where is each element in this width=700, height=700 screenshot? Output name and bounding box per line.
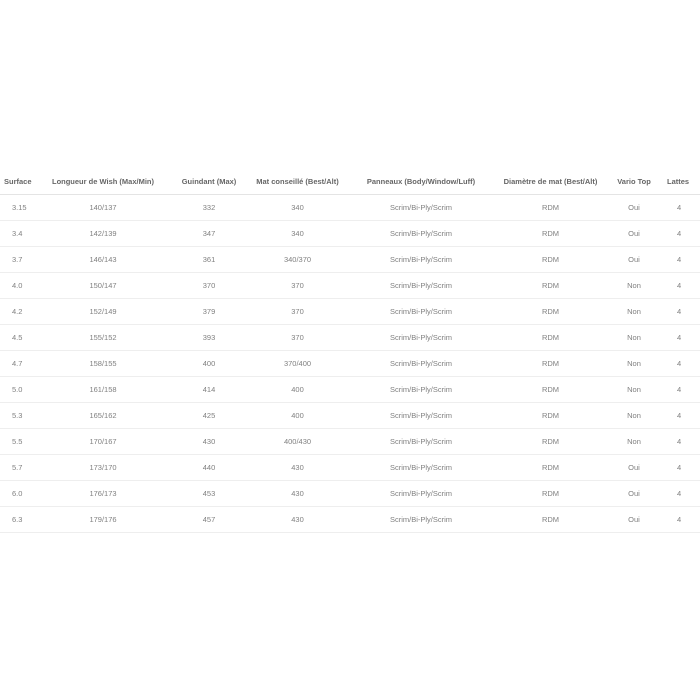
cell-luff: 370 (168, 273, 250, 299)
cell-surface: 5.3 (0, 403, 38, 429)
cell-panels: Scrim/Bi-Ply/Scrim (345, 299, 497, 325)
cell-battens: 4 (664, 351, 700, 377)
column-header-wishbone-length: Longueur de Wish (Max/Min) (38, 168, 168, 195)
cell-battens: 4 (664, 377, 700, 403)
cell-recommended-mast: 430 (250, 455, 345, 481)
table-row (0, 221, 700, 247)
cell-panels: Scrim/Bi-Ply/Scrim (345, 273, 497, 299)
table-row (0, 351, 700, 377)
table-row (0, 455, 700, 481)
cell-wishbone-length: 170/167 (38, 429, 168, 455)
cell-mast-diameter: RDM (497, 481, 604, 507)
column-header-recommended-mast: Mat conseillé (Best/Alt) (250, 168, 345, 195)
cell-battens: 4 (664, 247, 700, 273)
cell-panels: Scrim/Bi-Ply/Scrim (345, 221, 497, 247)
cell-battens: 4 (664, 481, 700, 507)
cell-luff: 332 (168, 195, 250, 221)
cell-luff: 379 (168, 299, 250, 325)
cell-luff: 361 (168, 247, 250, 273)
cell-vario-top: Oui (604, 455, 664, 481)
cell-battens: 4 (664, 429, 700, 455)
cell-battens: 4 (664, 273, 700, 299)
cell-vario-top: Non (604, 429, 664, 455)
cell-vario-top: Non (604, 377, 664, 403)
table-row (0, 507, 700, 533)
cell-surface: 4.7 (0, 351, 38, 377)
cell-mast-diameter: RDM (497, 273, 604, 299)
cell-surface: 4.0 (0, 273, 38, 299)
cell-battens: 4 (664, 195, 700, 221)
cell-recommended-mast: 340 (250, 221, 345, 247)
table-row (0, 429, 700, 455)
cell-battens: 4 (664, 455, 700, 481)
cell-vario-top: Non (604, 325, 664, 351)
cell-luff: 425 (168, 403, 250, 429)
cell-surface: 3.4 (0, 221, 38, 247)
table-header (0, 168, 700, 195)
cell-mast-diameter: RDM (497, 299, 604, 325)
cell-mast-diameter: RDM (497, 403, 604, 429)
cell-wishbone-length: 140/137 (38, 195, 168, 221)
cell-wishbone-length: 155/152 (38, 325, 168, 351)
cell-mast-diameter: RDM (497, 507, 604, 533)
cell-wishbone-length: 152/149 (38, 299, 168, 325)
cell-vario-top: Non (604, 299, 664, 325)
cell-surface: 3.7 (0, 247, 38, 273)
cell-luff: 400 (168, 351, 250, 377)
table-row (0, 481, 700, 507)
cell-luff: 453 (168, 481, 250, 507)
cell-mast-diameter: RDM (497, 429, 604, 455)
cell-wishbone-length: 161/158 (38, 377, 168, 403)
column-header-mast-diameter: Diamètre de mat (Best/Alt) (497, 168, 604, 195)
cell-battens: 4 (664, 325, 700, 351)
cell-surface: 5.0 (0, 377, 38, 403)
cell-battens: 4 (664, 403, 700, 429)
cell-mast-diameter: RDM (497, 351, 604, 377)
cell-recommended-mast: 430 (250, 507, 345, 533)
cell-vario-top: Oui (604, 221, 664, 247)
cell-vario-top: Non (604, 403, 664, 429)
column-header-panels: Panneaux (Body/Window/Luff) (345, 168, 497, 195)
cell-surface: 4.2 (0, 299, 38, 325)
table-row (0, 325, 700, 351)
cell-recommended-mast: 400 (250, 403, 345, 429)
cell-surface: 5.7 (0, 455, 38, 481)
cell-panels: Scrim/Bi-Ply/Scrim (345, 195, 497, 221)
table-row (0, 299, 700, 325)
cell-vario-top: Oui (604, 481, 664, 507)
cell-panels: Scrim/Bi-Ply/Scrim (345, 377, 497, 403)
header-row (0, 168, 700, 195)
cell-mast-diameter: RDM (497, 325, 604, 351)
cell-wishbone-length: 158/155 (38, 351, 168, 377)
cell-vario-top: Non (604, 273, 664, 299)
cell-vario-top: Oui (604, 507, 664, 533)
cell-mast-diameter: RDM (497, 377, 604, 403)
cell-panels: Scrim/Bi-Ply/Scrim (345, 507, 497, 533)
cell-wishbone-length: 142/139 (38, 221, 168, 247)
cell-luff: 430 (168, 429, 250, 455)
cell-mast-diameter: RDM (497, 455, 604, 481)
cell-wishbone-length: 165/162 (38, 403, 168, 429)
cell-recommended-mast: 340 (250, 195, 345, 221)
cell-recommended-mast: 370 (250, 325, 345, 351)
sail-specs-table (0, 168, 700, 533)
cell-vario-top: Oui (604, 195, 664, 221)
cell-wishbone-length: 146/143 (38, 247, 168, 273)
cell-panels: Scrim/Bi-Ply/Scrim (345, 429, 497, 455)
cell-wishbone-length: 176/173 (38, 481, 168, 507)
cell-panels: Scrim/Bi-Ply/Scrim (345, 325, 497, 351)
column-header-luff: Guindant (Max) (168, 168, 250, 195)
cell-panels: Scrim/Bi-Ply/Scrim (345, 481, 497, 507)
table-body (0, 195, 700, 533)
cell-battens: 4 (664, 507, 700, 533)
cell-vario-top: Oui (604, 247, 664, 273)
cell-recommended-mast: 400/430 (250, 429, 345, 455)
cell-vario-top: Non (604, 351, 664, 377)
cell-surface: 3.15 (0, 195, 38, 221)
cell-recommended-mast: 370 (250, 273, 345, 299)
cell-battens: 4 (664, 299, 700, 325)
cell-recommended-mast: 370 (250, 299, 345, 325)
column-header-battens: Lattes (664, 168, 700, 195)
cell-luff: 440 (168, 455, 250, 481)
cell-recommended-mast: 430 (250, 481, 345, 507)
table-row (0, 247, 700, 273)
cell-surface: 6.0 (0, 481, 38, 507)
cell-mast-diameter: RDM (497, 195, 604, 221)
cell-wishbone-length: 173/170 (38, 455, 168, 481)
cell-recommended-mast: 340/370 (250, 247, 345, 273)
cell-battens: 4 (664, 221, 700, 247)
cell-panels: Scrim/Bi-Ply/Scrim (345, 455, 497, 481)
cell-wishbone-length: 179/176 (38, 507, 168, 533)
table-row (0, 403, 700, 429)
table-row (0, 377, 700, 403)
cell-recommended-mast: 370/400 (250, 351, 345, 377)
cell-luff: 393 (168, 325, 250, 351)
table-row (0, 195, 700, 221)
cell-panels: Scrim/Bi-Ply/Scrim (345, 247, 497, 273)
cell-wishbone-length: 150/147 (38, 273, 168, 299)
cell-recommended-mast: 400 (250, 377, 345, 403)
cell-surface: 4.5 (0, 325, 38, 351)
cell-luff: 414 (168, 377, 250, 403)
cell-surface: 5.5 (0, 429, 38, 455)
cell-panels: Scrim/Bi-Ply/Scrim (345, 403, 497, 429)
cell-mast-diameter: RDM (497, 247, 604, 273)
cell-luff: 347 (168, 221, 250, 247)
column-header-vario-top: Vario Top (604, 168, 664, 195)
cell-mast-diameter: RDM (497, 221, 604, 247)
cell-surface: 6.3 (0, 507, 38, 533)
cell-luff: 457 (168, 507, 250, 533)
table-row (0, 273, 700, 299)
column-header-surface: Surface (0, 168, 38, 195)
cell-panels: Scrim/Bi-Ply/Scrim (345, 351, 497, 377)
